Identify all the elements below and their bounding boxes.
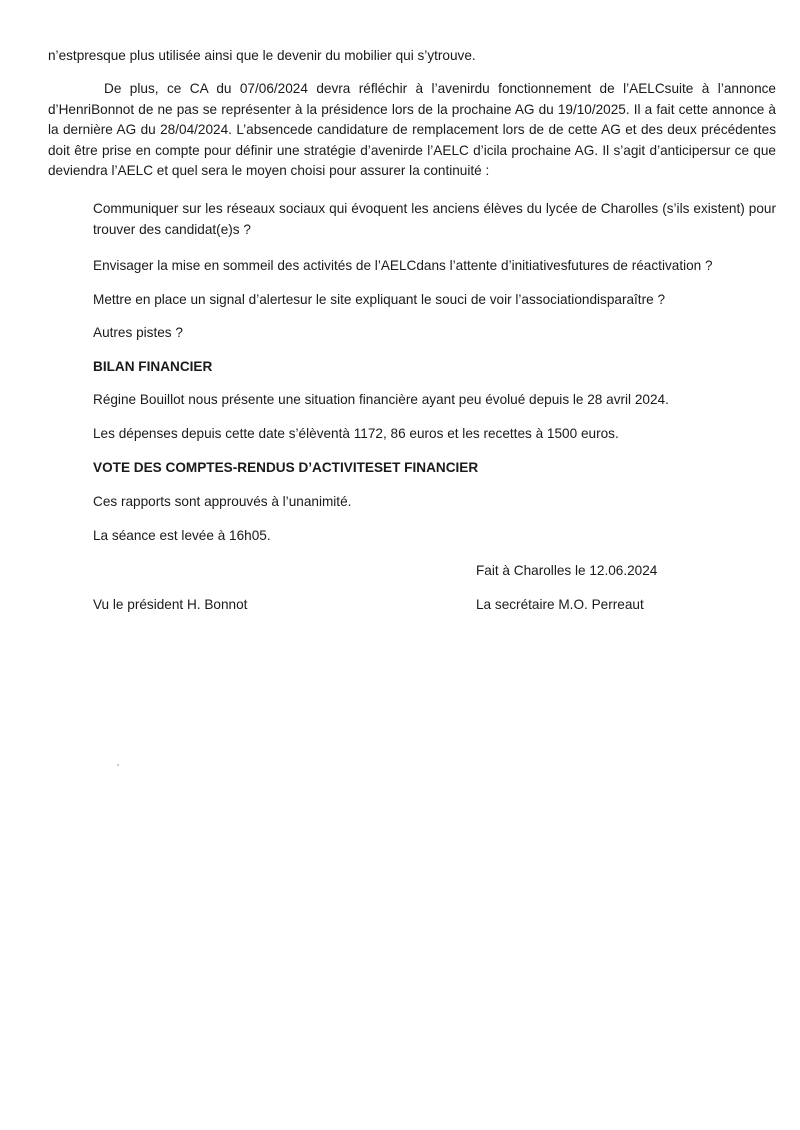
expenses-line: Les dépenses depuis cette date s’élèventà 1172, 86 euros et les recettes à 1500 euros. — [93, 426, 619, 441]
paragraph-future-aelc: De plus, ce CA du 07/06/2024 devra réfléchir à l’avenirdu fonctionnement de l’AELCsuite à l’annonce d’HenriBonnot de ne pas se représenter à la présidence lors de la prochaine AG du 19/10/2025. Il a fait cette annonce à la dernière AG du 28/04/2024. L’absencede candidature de remplacement lors de de cette AG et des deux précédentes doit être prise en compte pour définir une stratégie d’avenirde l’AELC d’icila prochaine AG. Il s’agit d’anticipersur ce que deviendra l’AELC et quel sera le moyen choisi pour assurer la continuité : — [48, 81, 776, 178]
option-autres-pistes: Autres pistes ? — [93, 325, 183, 340]
closing-line: La séance est levée à 16h05. — [93, 528, 271, 543]
heading-bilan-financier: BILAN FINANCIER — [93, 359, 213, 374]
place-date: Fait à Charolles le 12.06.2024 — [476, 563, 658, 578]
president-signature-line: Vu le président H. Bonnot — [93, 597, 248, 612]
financial-situation-line: Régine Bouillot nous présente une situation financière ayant peu évolué depuis le 28 avril 2024. — [93, 392, 669, 407]
option-signal-alerte: Mettre en place un signal d’alertesur le site expliquant le souci de voir l’associationdisparaître ? — [93, 292, 666, 307]
continuation-line: n’estpresque plus utilisée ainsi que le devenir du mobilier qui s’ytrouve. — [48, 48, 476, 63]
scan-speck — [117, 764, 119, 766]
heading-vote-comptes-rendus: VOTE DES COMPTES-RENDUS D’ACTIVITESET FINANCIER — [93, 460, 479, 475]
secretary-signature-line: La secrétaire M.O. Perreaut — [476, 597, 644, 612]
approval-line: Ces rapports sont approuvés à l’unanimité. — [93, 494, 352, 509]
option-sommeil: Envisager la mise en sommeil des activités de l’AELCdans l’attente d’initiativesfutures de réactivation ? — [93, 258, 713, 273]
paragraph-social-networks: Communiquer sur les réseaux sociaux qui évoquent les anciens élèves du lycée de Charolles (s’ils existent) pour trouver des candidat(e)s ? — [93, 201, 776, 237]
